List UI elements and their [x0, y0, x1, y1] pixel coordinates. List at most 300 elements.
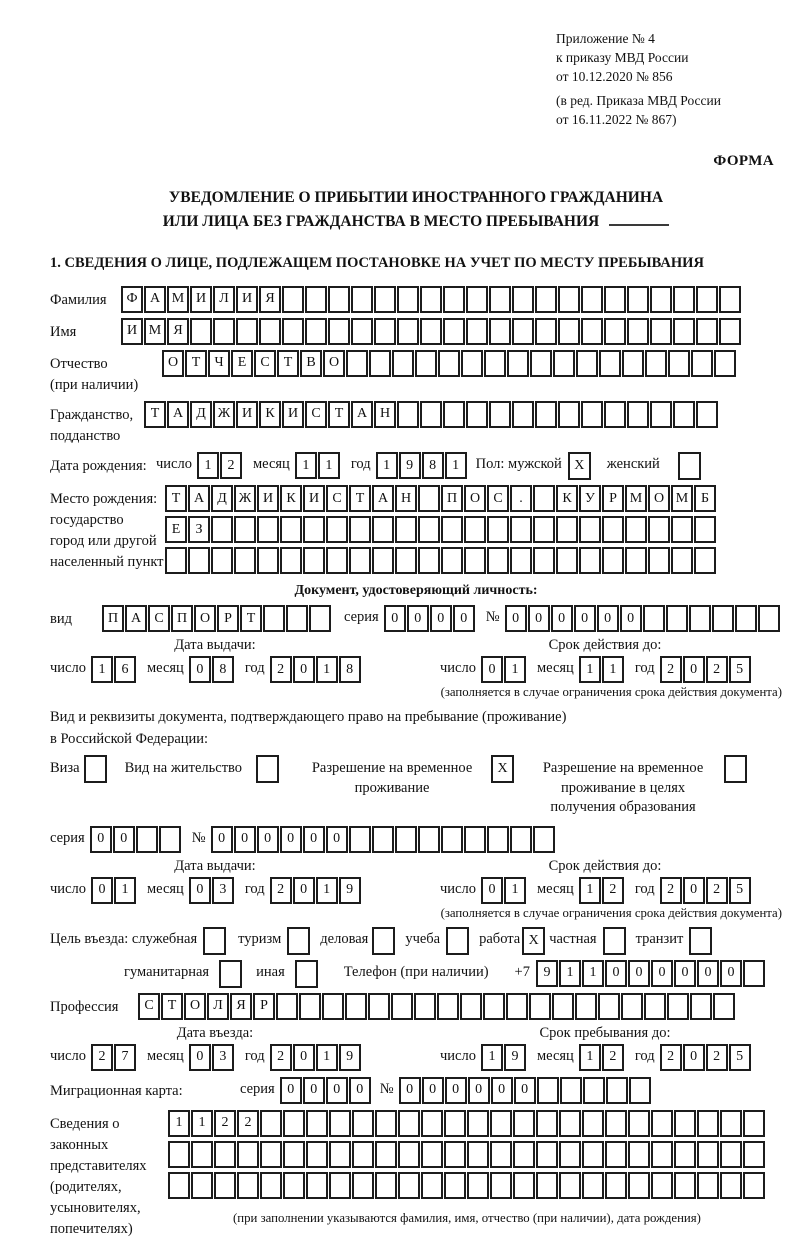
char-cell: [490, 1172, 512, 1199]
patronymic-cells: [162, 350, 737, 377]
char-cell: 0: [628, 960, 650, 987]
purpose-row2: [50, 960, 782, 988]
form-label: ФОРМА: [713, 153, 774, 170]
representatives-note: (при заполнении указываются фамилия, имя, отчество (при наличии), дата рождения): [233, 1210, 701, 1225]
char-cell: 8: [339, 656, 361, 683]
char-cell: 0: [280, 826, 302, 853]
char-cell: [506, 993, 528, 1020]
char-cell: [466, 318, 488, 345]
char-cell: [673, 401, 695, 428]
char-cell: [582, 1110, 604, 1137]
migration-number-cells: [399, 1077, 652, 1104]
doc-series-cells: [384, 605, 476, 632]
sex-male-label: Пол: мужской: [475, 456, 562, 473]
residence-series-label: серия: [50, 829, 85, 846]
char-cell: 2: [706, 656, 728, 683]
char-cell: [758, 605, 780, 632]
char-cell: 1: [168, 1110, 190, 1137]
char-cell: 0: [551, 605, 573, 632]
char-cell: [582, 1141, 604, 1168]
char-cell: 3: [212, 877, 234, 904]
char-cell: [605, 1110, 627, 1137]
char-cell: [537, 1077, 559, 1104]
char-cell: [530, 350, 552, 377]
purpose-study-label: учеба: [405, 930, 441, 947]
month-label: месяц: [146, 1047, 184, 1064]
day-label: число: [440, 880, 476, 897]
char-cell: [533, 826, 555, 853]
char-cell: Е: [231, 350, 253, 377]
month-label: месяц: [146, 660, 184, 677]
char-cell: К: [556, 485, 578, 512]
char-cell: [510, 547, 532, 574]
form-title: [50, 186, 782, 233]
field-row-citizenship: [50, 401, 782, 447]
char-cell: О: [184, 993, 206, 1020]
month-label: месяц: [252, 456, 290, 473]
char-cell: [484, 350, 506, 377]
representatives-row3-cells: [168, 1172, 766, 1199]
char-cell: 1: [504, 877, 526, 904]
char-cell: С: [148, 605, 170, 632]
char-cell: Ж: [234, 485, 256, 512]
char-cell: Т: [161, 993, 183, 1020]
char-cell: 0: [683, 656, 705, 683]
annex-line: от 10.12.2020 № 856: [556, 68, 673, 84]
field-row-profession: [50, 993, 782, 1020]
option-residence-permit-checkbox: [256, 755, 279, 783]
residence-valid-heading: Срок действия до:: [548, 857, 662, 874]
char-cell: 2: [660, 877, 682, 904]
sex-female-checkbox: [678, 452, 701, 480]
char-cell: [628, 1172, 650, 1199]
doc-valid-day-cells: [481, 656, 527, 683]
char-cell: [535, 318, 557, 345]
char-cell: [536, 1172, 558, 1199]
char-cell: [443, 318, 465, 345]
char-cell: [467, 1172, 489, 1199]
residence-doc-options-row: [50, 755, 782, 818]
char-cell: [351, 318, 373, 345]
char-cell: И: [257, 485, 279, 512]
char-cell: [349, 547, 371, 574]
char-cell: 9: [339, 877, 361, 904]
char-cell: 0: [453, 605, 475, 632]
doc-valid-group: [440, 637, 770, 683]
char-cell: 0: [303, 826, 325, 853]
year-label: год: [634, 660, 655, 677]
residence-issue-year-cells: [270, 877, 362, 904]
char-cell: [234, 516, 256, 543]
char-cell: [673, 318, 695, 345]
char-cell: [395, 516, 417, 543]
char-cell: [487, 547, 509, 574]
option-residence-permit: [125, 755, 279, 783]
char-cell: [581, 401, 603, 428]
char-cell: [507, 350, 529, 377]
option-temp-residence-checkbox: X: [491, 755, 514, 783]
migration-series-cells: [280, 1077, 372, 1104]
char-cell: 9: [536, 960, 558, 987]
char-cell: [306, 1110, 328, 1137]
char-cell: [490, 1110, 512, 1137]
representatives-label-line: попечителях): [50, 1220, 133, 1237]
stay-until-heading: Срок пребывания до:: [539, 1024, 671, 1041]
identity-doc-heading: Документ, удостоверяющий личность:: [294, 583, 538, 599]
residence-valid-year-cells: [660, 877, 752, 904]
char-cell: [651, 1172, 673, 1199]
char-cell: [599, 350, 621, 377]
patronymic-label-line2: (при наличии): [50, 376, 139, 393]
char-cell: [257, 516, 279, 543]
char-cell: [671, 547, 693, 574]
char-cell: А: [144, 286, 166, 313]
profession-label: Профессия: [50, 998, 119, 1015]
char-cell: М: [144, 318, 166, 345]
char-cell: [188, 547, 210, 574]
year-label: год: [244, 1047, 265, 1064]
char-cell: [627, 318, 649, 345]
char-cell: С: [326, 485, 348, 512]
char-cell: [444, 1172, 466, 1199]
char-cell: 1: [582, 960, 604, 987]
char-cell: [391, 993, 413, 1020]
char-cell: [329, 1141, 351, 1168]
doc-issue-year-cells: [270, 656, 362, 683]
char-cell: [168, 1172, 190, 1199]
char-cell: 2: [270, 1044, 292, 1071]
char-cell: [460, 993, 482, 1020]
char-cell: [263, 605, 285, 632]
char-cell: 0: [326, 826, 348, 853]
char-cell: [690, 993, 712, 1020]
char-cell: [513, 1110, 535, 1137]
char-cell: [303, 516, 325, 543]
char-cell: [418, 826, 440, 853]
char-cell: 0: [384, 605, 406, 632]
char-cell: О: [162, 350, 184, 377]
char-cell: [306, 1141, 328, 1168]
char-cell: 1: [114, 877, 136, 904]
field-row-firstname: [50, 318, 782, 345]
char-cell: 2: [706, 877, 728, 904]
char-cell: [643, 605, 665, 632]
char-cell: 7: [114, 1044, 136, 1071]
citizenship-label: [50, 401, 144, 447]
day-label: число: [50, 1047, 86, 1064]
birthdate-label: Дата рождения:: [50, 458, 147, 475]
section1-heading: 1. СВЕДЕНИЯ О ЛИЦЕ, ПОДЛЕЖАЩЕМ ПОСТАНОВКЕ НА УЧЕТ ПО МЕСТУ ПРЕБЫВАНИЯ: [50, 254, 704, 271]
char-cell: Б: [694, 485, 716, 512]
char-cell: [579, 547, 601, 574]
char-cell: [280, 547, 302, 574]
char-cell: [560, 1077, 582, 1104]
char-cell: Ф: [121, 286, 143, 313]
char-cell: [260, 1141, 282, 1168]
char-cell: [689, 605, 711, 632]
char-cell: [276, 993, 298, 1020]
char-cell: [714, 350, 736, 377]
char-cell: [536, 1141, 558, 1168]
char-cell: [556, 547, 578, 574]
representatives-label-line: законных: [50, 1136, 109, 1153]
char-cell: 0: [189, 1044, 211, 1071]
char-cell: [696, 286, 718, 313]
char-cell: [464, 826, 486, 853]
char-cell: [443, 401, 465, 428]
lastname-cells: [121, 286, 742, 313]
char-cell: [328, 286, 350, 313]
char-cell: 0: [445, 1077, 467, 1104]
char-cell: [159, 826, 181, 853]
char-cell: [671, 516, 693, 543]
char-cell: [673, 286, 695, 313]
representatives-label-line: представителях: [50, 1157, 147, 1174]
char-cell: С: [138, 993, 160, 1020]
char-cell: [352, 1172, 374, 1199]
month-label: месяц: [536, 660, 574, 677]
char-cell: [602, 516, 624, 543]
doc-issue-day-cells: [91, 656, 137, 683]
char-cell: [329, 1110, 351, 1137]
char-cell: 0: [349, 1077, 371, 1104]
char-cell: 2: [660, 656, 682, 683]
char-cell: [513, 1172, 535, 1199]
char-cell: [349, 826, 371, 853]
char-cell: 5: [729, 1044, 751, 1071]
char-cell: З: [188, 516, 210, 543]
char-cell: [375, 1172, 397, 1199]
patronymic-label: [50, 350, 162, 396]
char-cell: [374, 286, 396, 313]
char-cell: [395, 547, 417, 574]
char-cell: [461, 350, 483, 377]
birthplace-label-line: Место рождения:: [50, 491, 158, 508]
char-cell: [418, 547, 440, 574]
stay-year-cells: [660, 1044, 752, 1071]
char-cell: [286, 605, 308, 632]
stay-day-cells: [481, 1044, 527, 1071]
char-cell: [719, 318, 741, 345]
char-cell: [397, 318, 419, 345]
char-cell: [398, 1110, 420, 1137]
representatives-row1-cells: [168, 1110, 766, 1137]
char-cell: 1: [316, 877, 338, 904]
char-cell: [168, 1141, 190, 1168]
char-cell: 6: [114, 656, 136, 683]
char-cell: [581, 286, 603, 313]
char-cell: [397, 286, 419, 313]
char-cell: [464, 516, 486, 543]
char-cell: 1: [191, 1110, 213, 1137]
char-cell: 1: [445, 452, 467, 479]
representatives-label-line: Сведения о: [50, 1115, 120, 1132]
char-cell: [444, 1141, 466, 1168]
char-cell: [165, 547, 187, 574]
day-label: число: [440, 1047, 476, 1064]
char-cell: [535, 286, 557, 313]
char-cell: [374, 318, 396, 345]
char-cell: А: [188, 485, 210, 512]
char-cell: 0: [481, 656, 503, 683]
char-cell: Д: [190, 401, 212, 428]
char-cell: [437, 993, 459, 1020]
char-cell: 5: [729, 877, 751, 904]
char-cell: [392, 350, 414, 377]
char-cell: [536, 1110, 558, 1137]
char-cell: [352, 1141, 374, 1168]
lastname-label: Фамилия: [50, 291, 107, 308]
char-cell: 0: [90, 826, 112, 853]
birthplace-label-line: город или другой: [50, 533, 157, 550]
char-cell: И: [236, 401, 258, 428]
char-cell: [651, 1110, 673, 1137]
char-cell: [605, 1172, 627, 1199]
char-cell: [322, 993, 344, 1020]
char-cell: 2: [660, 1044, 682, 1071]
char-cell: [582, 1172, 604, 1199]
char-cell: [628, 1141, 650, 1168]
char-cell: [604, 318, 626, 345]
char-cell: [625, 547, 647, 574]
char-cell: [644, 993, 666, 1020]
char-cell: [533, 485, 555, 512]
representatives-cells-block: [168, 1110, 766, 1226]
char-cell: [513, 1141, 535, 1168]
char-cell: [372, 547, 394, 574]
month-label: месяц: [146, 880, 184, 897]
residence-number-label: №: [191, 829, 206, 846]
char-cell: 0: [597, 605, 619, 632]
char-cell: 2: [91, 1044, 113, 1071]
char-cell: 9: [339, 1044, 361, 1071]
purpose-tourism-label: туризм: [238, 930, 282, 947]
char-cell: [395, 826, 417, 853]
char-cell: 0: [481, 877, 503, 904]
option-visa: [50, 755, 107, 783]
entry-date-heading: Дата въезда:: [176, 1024, 254, 1041]
char-cell: 0: [293, 656, 315, 683]
char-cell: [259, 318, 281, 345]
char-cell: И: [121, 318, 143, 345]
char-cell: [604, 286, 626, 313]
char-cell: 1: [316, 656, 338, 683]
char-cell: [712, 605, 734, 632]
char-cell: [535, 401, 557, 428]
char-cell: [720, 1110, 742, 1137]
representatives-label-line: усыновителях,: [50, 1199, 141, 1216]
char-cell: Я: [230, 993, 252, 1020]
char-cell: 0: [407, 605, 429, 632]
char-cell: [306, 1172, 328, 1199]
char-cell: [533, 516, 555, 543]
char-cell: Н: [395, 485, 417, 512]
char-cell: 2: [220, 452, 242, 479]
char-cell: [487, 826, 509, 853]
char-cell: Р: [217, 605, 239, 632]
char-cell: [552, 993, 574, 1020]
char-cell: [329, 1172, 351, 1199]
char-cell: [345, 993, 367, 1020]
sex-male-checkbox: X: [568, 452, 591, 480]
residence-valid-group: [440, 858, 770, 904]
char-cell: А: [167, 401, 189, 428]
field-row-birthdate: [50, 452, 782, 480]
char-cell: [697, 1110, 719, 1137]
char-cell: [346, 350, 368, 377]
char-cell: [576, 350, 598, 377]
day-label: число: [156, 456, 192, 473]
annex-line: к приказу МВД России: [556, 49, 689, 65]
birthplace-cells-block: [165, 485, 717, 578]
char-cell: [533, 547, 555, 574]
char-cell: [529, 993, 551, 1020]
char-cell: И: [282, 401, 304, 428]
char-cell: Л: [213, 286, 235, 313]
char-cell: Т: [240, 605, 262, 632]
char-cell: [556, 516, 578, 543]
birthplace-row1-cells: [165, 485, 717, 512]
char-cell: [464, 547, 486, 574]
char-cell: Ж: [213, 401, 235, 428]
char-cell: М: [167, 286, 189, 313]
firstname-label: Имя: [50, 323, 77, 340]
char-cell: [650, 401, 672, 428]
char-cell: 2: [270, 656, 292, 683]
char-cell: [420, 286, 442, 313]
purpose-private-label: частная: [549, 930, 597, 947]
entry-date-group: [50, 1025, 380, 1071]
char-cell: [645, 350, 667, 377]
char-cell: [375, 1110, 397, 1137]
char-cell: Т: [165, 485, 187, 512]
residence-issue-group: [50, 858, 380, 904]
char-cell: Т: [185, 350, 207, 377]
char-cell: 8: [422, 452, 444, 479]
char-cell: 0: [620, 605, 642, 632]
char-cell: 2: [270, 877, 292, 904]
char-cell: 1: [579, 656, 601, 683]
char-cell: [305, 318, 327, 345]
char-cell: [579, 516, 601, 543]
char-cell: [237, 1172, 259, 1199]
char-cell: [283, 1172, 305, 1199]
char-cell: 0: [505, 605, 527, 632]
purpose-row1: [50, 927, 782, 955]
birthplace-row2-cells: [165, 516, 717, 543]
char-cell: [512, 318, 534, 345]
char-cell: [650, 318, 672, 345]
char-cell: [489, 401, 511, 428]
char-cell: Т: [328, 401, 350, 428]
purpose-study-checkbox: [446, 927, 469, 955]
char-cell: [489, 318, 511, 345]
char-cell: [697, 1141, 719, 1168]
day-label: число: [50, 660, 86, 677]
char-cell: 1: [559, 960, 581, 987]
char-cell: [303, 547, 325, 574]
char-cell: [136, 826, 158, 853]
char-cell: [489, 286, 511, 313]
char-cell: [372, 826, 394, 853]
purpose-transit-checkbox: [689, 927, 712, 955]
residence-number-cells: [211, 826, 556, 853]
char-cell: [629, 1077, 651, 1104]
residence-valid-day-cells: [481, 877, 527, 904]
char-cell: [414, 993, 436, 1020]
char-cell: [349, 516, 371, 543]
char-cell: 0: [674, 960, 696, 987]
